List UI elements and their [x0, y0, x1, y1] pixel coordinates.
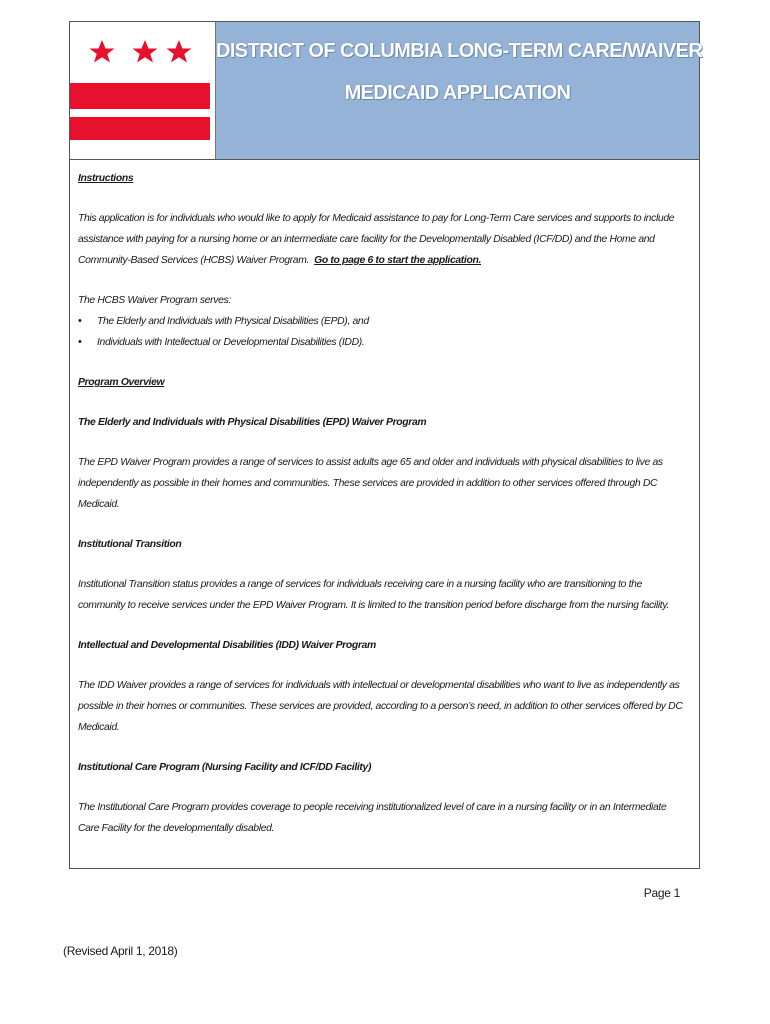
instructions-content	[78, 168, 690, 839]
title-cell	[216, 22, 703, 159]
flag-bar-bottom	[70, 117, 210, 140]
bullet-icon: •	[78, 315, 82, 327]
epd-paragraph: The EPD Waiver Program provides a range of services to assist adults age 65 and older and individuals with physical disabilities to live as independently as possible in their homes and communities. These services are provided in addition to other services offered through DC Medicaid.	[78, 457, 663, 510]
program-overview-heading: Program Overview	[78, 377, 165, 388]
list-item	[78, 311, 690, 332]
flag-bar-top	[70, 83, 210, 109]
instructions-heading: Instructions	[78, 173, 134, 184]
idd-paragraph: The IDD Waiver provides a range of services for individuals with intellectual or developmental disabilities who want to live as independently as possible in their homes or communities. These services are provided, according to a person’s need, in addition to other services offered by DC Medicaid.	[78, 680, 683, 733]
epd-heading: The Elderly and Individuals with Physical Disabilities (EPD) Waiver Program	[78, 417, 427, 428]
intro-text: This application is for individuals who would like to apply for Medicaid assistance to pay for Long-Term Care services and supports to include assistance with paying for a nursing home or an intermediate care facility for the Developmentally Disabled (ICF/DD) and the Home and Community-Based Services (HCBS) Waiver Program.	[78, 213, 675, 266]
list-item	[78, 332, 690, 353]
icp-paragraph: The Institutional Care Program provides coverage to people receiving institutionalized level of care in a nursing facility or in an Intermediate Care Facility for the developmentally disabled.	[78, 802, 667, 834]
start-application-link[interactable]: Go to page 6 to start the application.	[314, 255, 481, 266]
hcbs-list	[78, 311, 690, 353]
dc-flag-icon	[70, 22, 215, 159]
bullet-icon: •	[78, 336, 82, 348]
document-title-line2: MEDICAID APPLICATION	[344, 82, 571, 104]
header-row	[70, 22, 703, 160]
transition-heading: Institutional Transition	[78, 539, 182, 550]
idd-heading: Intellectual and Developmental Disabilities (IDD) Waiver Program	[78, 640, 376, 651]
hcbs-serves-text: The HCBS Waiver Program serves:	[78, 295, 231, 306]
document-title-line1: DISTRICT OF COLUMBIA LONG-TERM CARE/WAIVER	[216, 40, 703, 62]
page-number: Page 1	[643, 886, 680, 900]
intro-paragraph	[78, 208, 690, 271]
hcbs-item-idd: Individuals with Intellectual or Developmental Disabilities (IDD).	[97, 337, 365, 348]
icp-heading: Institutional Care Program (Nursing Facility and ICF/DD Facility)	[78, 762, 372, 773]
revised-date: (Revised April 1, 2018)	[63, 944, 178, 958]
hcbs-item-epd: The Elderly and Individuals with Physical Disabilities (EPD), and	[97, 316, 369, 327]
application-page-frame	[69, 21, 703, 869]
transition-paragraph: Institutional Transition status provides a range of services for individuals receiving care in a nursing facility who are transitioning to the community to receive services under the EPD Waiver Program. It is limited to the transition period before discharge from the nursing facility.	[78, 579, 669, 611]
flag-cell	[70, 22, 216, 159]
